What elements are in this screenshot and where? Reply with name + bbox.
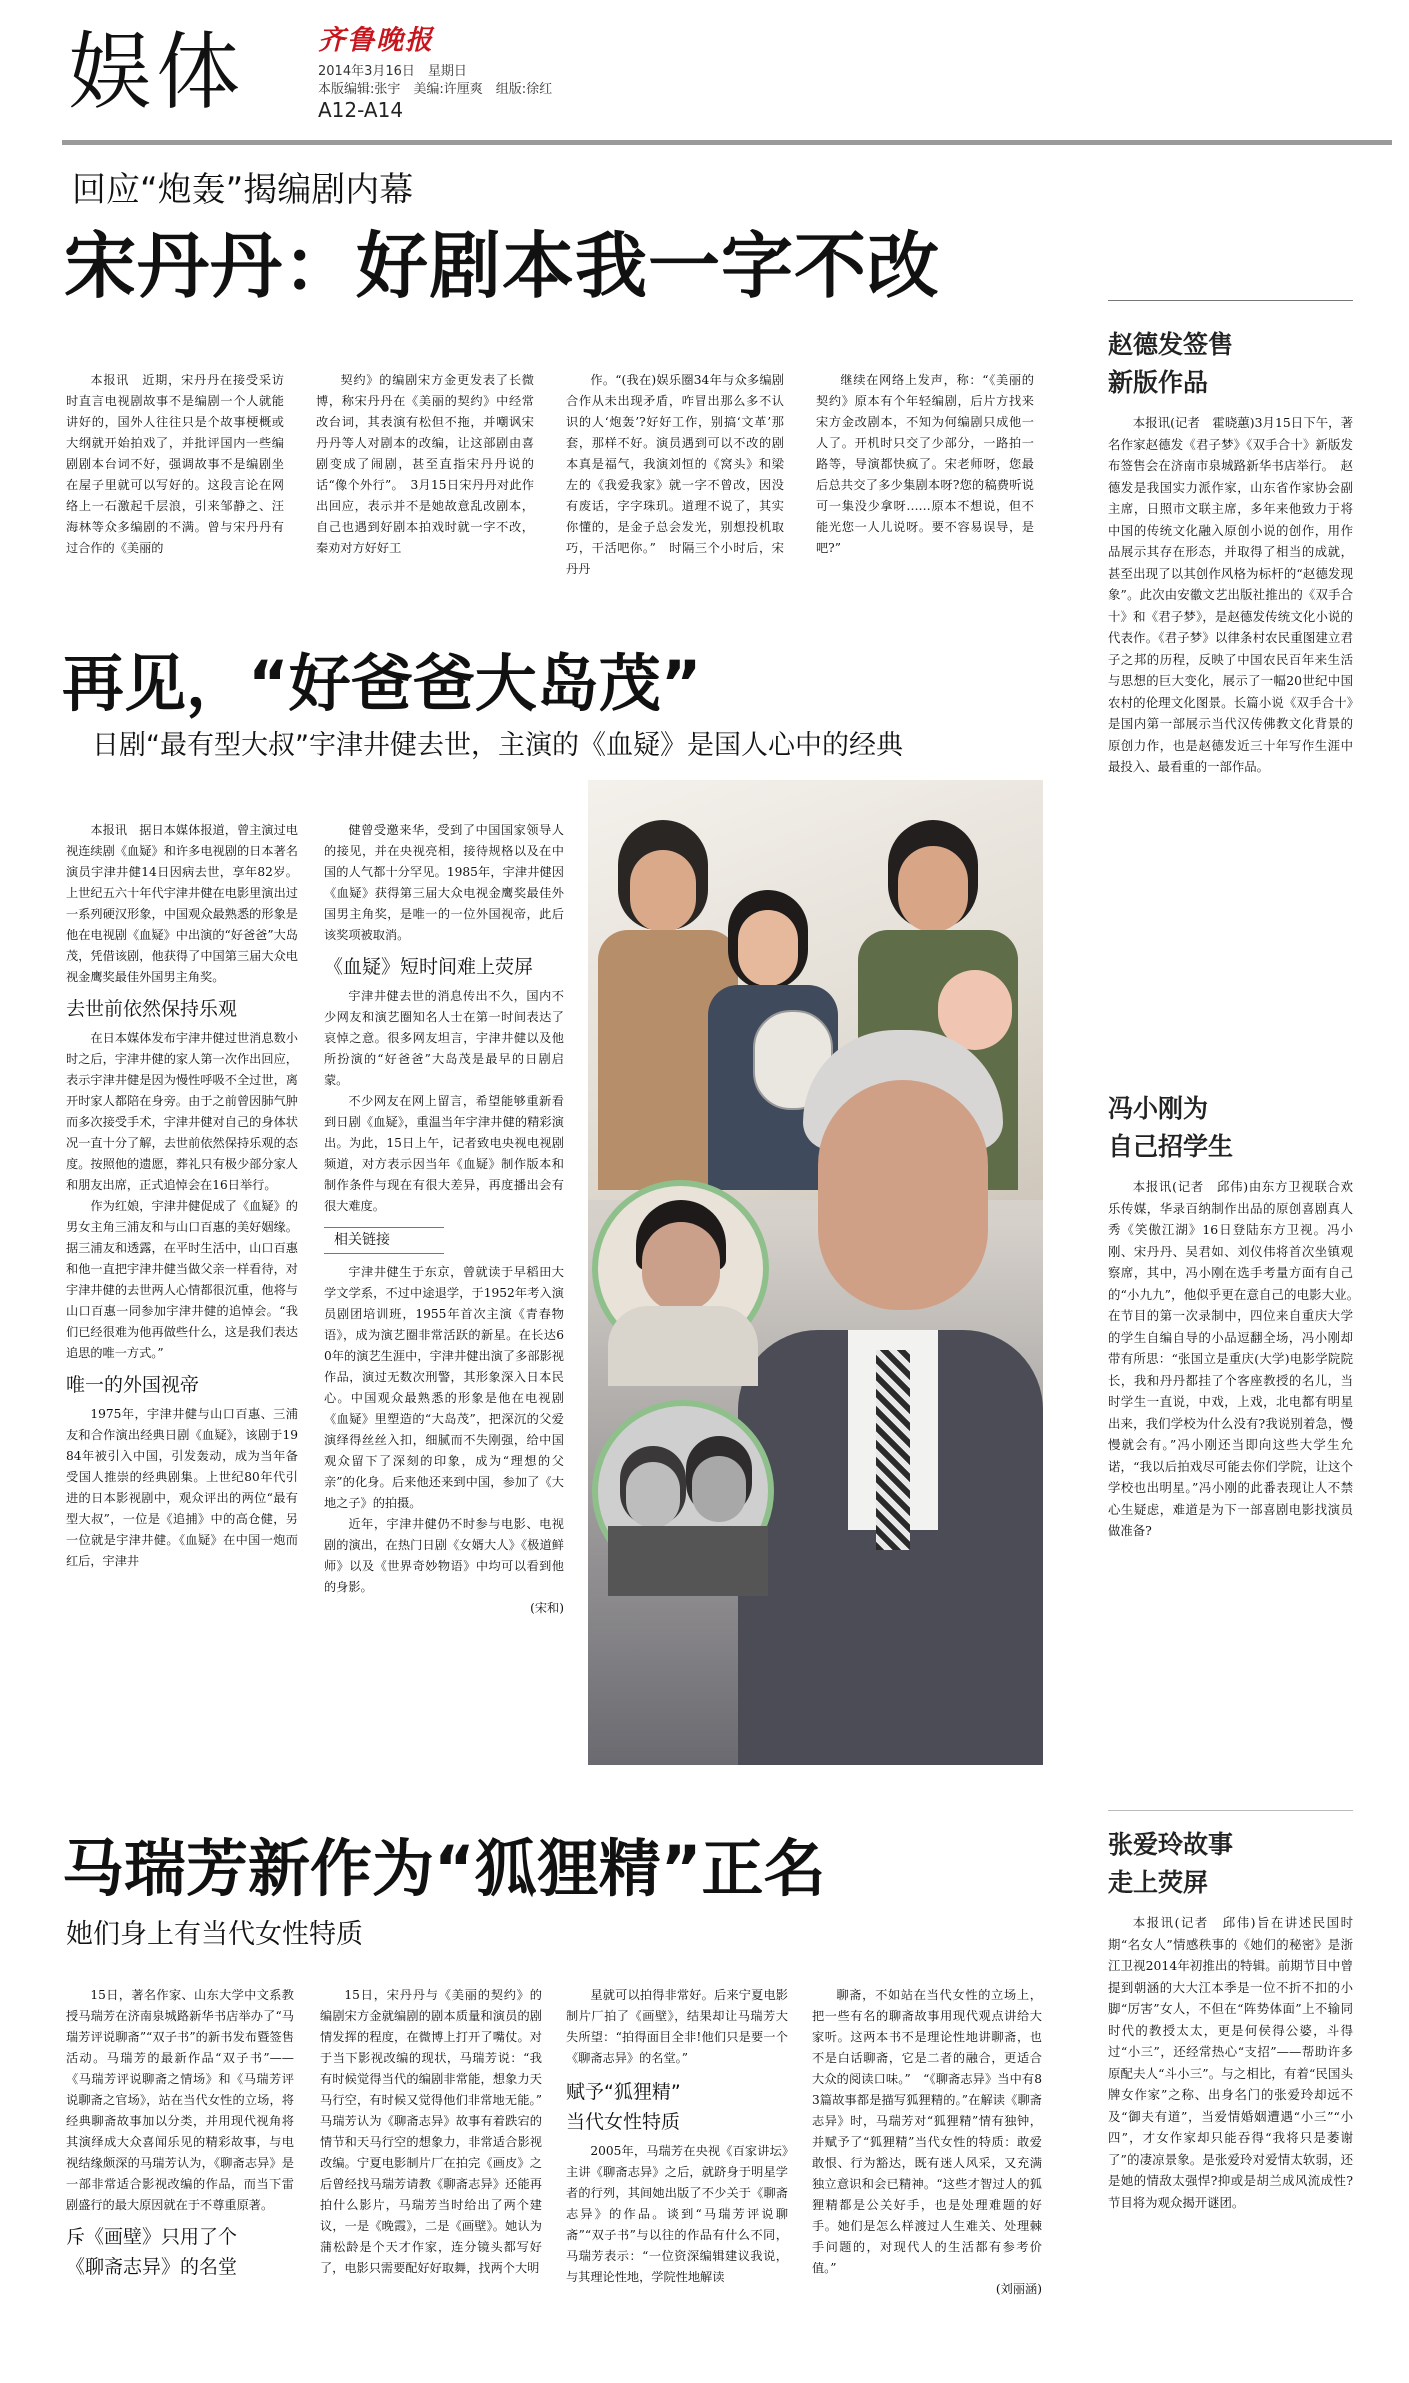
related-link-label: 相关链接 [324,1227,444,1254]
story2-byline: (宋和) [530,1601,564,1615]
story1-kicker: 回应“炮轰”揭编剧内幕 [72,170,414,210]
story2-subtitle: 日剧“最有型大叔”宇津井健去世，主演的《血疑》是国人心中的经典 [92,730,903,761]
utsui-ken-portrait [738,1030,1043,1765]
sidebar-title-2b: 自己招学生 [1108,1132,1234,1161]
story1-headline: 宋丹丹：好剧本我一字不改 [64,224,941,308]
story3-byline: (刘丽涵) [995,2282,1042,2296]
editor-credits: 本版编辑:张宇 美编:许厘爽 组版:徐红 [318,82,553,97]
sidebar-title-1a: 赵德发签售 [1108,330,1234,359]
sidebar-title-3a: 张爱玲故事 [1108,1830,1234,1859]
story3-col-4: 聊斋，不如站在当代女性的立场上，把一些有名的聊斋故事用现代观点讲给大家听。这两本书不是理论性地讲聊斋，也不是白话聊斋，它是二者的融合，更适合大众的阅读口味。” “《聊斋志异》当中有83篇故事都是描写狐狸精的。”在解读《聊斋志异》时，马瑞芳对“狐狸精”情有独钟，并赋予了“狐狸精”当代女性的特质：敢爱敢恨、行为豁达，既有迷人风采，又充满独立意识和会已精神。“这些才智过人的狐狸精都是公关好手，也是处理难题的好手。她们是怎么样渡过人生难关、处理棘手问题的，对现代人的生活都有参考价值。” (刘丽涵) [812,1985,1042,2375]
utsui-ken-photo-collage [588,780,1043,1765]
story3-headline: 马瑞芳新作为“狐狸精”正名 [62,1832,826,1905]
sidebar-body-2: 本报讯(记者 邱伟)由东方卫视联合欢乐传媒，华录百纳制作出品的原创喜剧真人秀《笑傲江湖》16日登陆东方卫视。冯小刚、宋丹丹、吴君如、刘仪伟将首次坐镇观察席，其中，冯小刚在选手考量方面有自己的“小九九”，他似乎更在意自己的电影大业。 在节目的第一次录制中，四位来自重庆大学的学生自编自导的小品逗翻全场，冯小刚却带有所思：“张国立是重庆(大学)电影学院院长，我和丹丹都挂了个客座教授的名儿，当时学生一直说，中戏，上戏，北电都有明星出来，我们学校为什么没有?我说别着急，慢慢就会有。”冯小刚还当即向这些大学生允诺，“我以后拍戏尽可能去你们学院，让这个学校也出明星。”冯小刚的此番表现让人不禁心生疑虑，难道是为下一部喜剧电影找演员做准备? [1108,1179,1366,1538]
story3-subhead-1a: 斥《画壁》只用了个 [66,2226,238,2248]
story3-subhead-2b: 当代女性特质 [566,2111,681,2133]
sidebar [1108,300,1366,2375]
section-title: 娱体 [68,23,245,121]
sidebar-item-zhao-defa [1108,310,1353,1040]
sidebar-title-1b: 新版作品 [1108,368,1209,397]
story3-col-1: 15日，著名作家、山东大学中文系教授马瑞芳在济南泉城路新华书店举办了“马瑞芳评说聊斋”“双子书”的新书发布暨签售活动。马瑞芳的最新作品“双子书”——《马瑞芳评说聊斋之情场》和《马瑞芳评说聊斋之官场》，站在当代女性的立场，将经典聊斋故事加以分类，并用现代视角将其演绎成大众喜闻乐见的精彩故事，与电视结缘颇深的马瑞芳认为，《聊斋志异》是一部非常适合影视改编的作品，而当下雷剧盛行的最大原因就在于不尊重原著。 斥《画壁》只用了个 《聊斋志异》的名堂 [66,1988,294,2278]
story2-col-2: 健曾受邀来华，受到了中国国家领导人的接见，并在央视亮相，接待规格以及在中国的人气都十分罕见。1985年，宇津井健因《血疑》获得第三届大众电视金鹰奖最佳外国男主角奖，是唯一的一位外国视帝，此后该奖项被取消。 《血疑》短时间难上荧屏 宇津井健去世的消息传出不久，国内不少网友和演艺圈知名人士在第一时间表达了哀悼之意。很多网友坦言，宇津井健以及他所扮演的“好爸爸”大岛茂是最早的日剧启蒙。 不少网友在网上留言，希望能够重新看到日剧《血疑》，重温当年宇津井健的精彩演出。为此，15日上午，记者致电央视电视剧频道，对方表示因当年《血疑》制作版本和制作条件与现在有很大差异，再度播出会有很大难度。 相关链接 宇津井健生于东京，曾就读于早稻田大学文学系，不过中途退学，于1952年考入演员剧团培训班，1955年首次主演《青春物语》，成为演艺圈非常活跃的新星。在长达60年的演艺生涯中，宇津井健出演了多部影视作品，演过无数次刑警，其形象深入日本民心。中国观众最熟悉的形象是他在电视剧《血疑》里塑造的“大岛茂”，把深沉的父爱演绎得丝丝入扣，细腻而不失刚强，给中国观众留下了深刻的印象，成为“理想的父亲”的化身。后来他还来到中国，参加了《大地之子》的拍摄。 近年，宇津井健仍不时参与电影、电视剧的演出，在热门日剧《女婿大人》《极道鲜师》以及《世界奇妙物语》中均可以看到他的身影。 (宋和) [324,820,564,1770]
story3-col-3: 星就可以拍得非常好。后来宁夏电影制片厂拍了《画壁》，结果却让马瑞芳大失所望：“拍得面目全非!他们只是要一个《聊斋志异》的名堂。” 赋予“狐狸精” 当代女性特质 2005年，马瑞芳在央视《百家讲坛》主讲《聊斋志异》之后，就跻身于明星学者的行列，其间她出版了不少关于《聊斋志异》的作品。谈到“马瑞芳评说聊斋”“双子书”与以往的作品有什么不同，马瑞芳表示：“一位资深编辑建议我说，与其理论性地，学院性地解读 [566,1988,788,2284]
sidebar-body-3: 本报讯(记者 邱伟)旨在讲述民国时期“名女人”情感秩事的《她们的秘密》是浙江卫视2014年初推出的特辑。前期节目中曾提到朝涵的大大江本季是一位不折不扣的小脚“厉害”女人，不但在“阵势体面”上不输同时代的教授太太，更是何侯得公婆，斗得过“小三”，还经常热心“支招”——帮助许多原配夫人“斗小三”。与之相比，有着“民国头牌女作家”之称、出身名门的张爱玲却远不及“御夫有道”，当爱情婚姻遭遇“小三”“小四”，才女作家却只能吞得“我将只是萎谢了”的凄凉景象。是张爱玲对爱情太软弱，还是她的情敌太强悍?抑或是胡兰成风流成性?节目将为观众揭开谜团。 [1108,1915,1353,2210]
story3-subtitle: 她们身上有当代女性特质 [66,1919,363,1950]
story1-col-2: 契约》的编剧宋方金更发表了长微博，称宋丹丹在《美丽的契约》中经常改台词，其表演有松但不拖，并嘲讽宋丹丹等人对剧本的改编，让这部剧由喜剧变成了闹剧，甚至直指宋丹丹说的话“像个外行”。 3月15日宋丹丹对此作出回应，表示并不是她故意乱改剧本，自己也遇到好剧本拍戏时就一字不改，秦劝对方好好工 [316,373,534,555]
issue-date: 2014年3月16日 星期日 [318,64,467,79]
story-ma-ruifang [0,1825,1060,2380]
sidebar-item-zhang-ailing [1108,1810,1353,2370]
story1-col-4: 继续在网络上发声，称：“《美丽的契约》原本有个年轻编剧，后片方找来宋方金改剧本，不知为何编剧只成他一人了。开机时只交了少部分，一路拍一路等，导演都快疯了。宋老师呀，您最后总共交了多少集剧本呀?您的稿费听说可一集没少拿呀……原本不想说，但不能光您一人儿说呀。要不容易误导，是吧?” [816,373,1034,555]
story2-subhead-3: 《血疑》短时间难上荧屏 [324,956,534,978]
paper-logo: 齐鲁晚报 [318,25,434,56]
story2-col-1: 本报讯 据日本媒体报道，曾主演过电视连续剧《血疑》和许多电视剧的日本著名演员宇津井健14日因病去世，享年82岁。上世纪五六十年代宇津井健在电影里演出过一系列硬汉形象，中国观众最熟悉的形象是他在电视剧《血疑》中出演的“好爸爸”大岛茂，凭借该剧，他获得了中国第三届大众电视金鹰奖最佳外国男主角奖。 去世前依然保持乐观 在日本媒体发布宇津井健过世消息数小时之后，宇津井健的家人第一次作出回应，表示宇津井健是因为慢性呼吸不全过世，离开时家人都陪在身旁。由于之前曾因肺气肿而多次接受手术，宇津井健对自己的身体状况一直十分了解，去世前依然保持乐观的态度。按照他的遗愿，葬礼只有极少部分家人和朋友出席，正式追悼会在16日举行。 作为红娘，宇津井健促成了《血疑》的男女主角三浦友和与山口百惠的美好姻缘。据三浦友和透露，在平时生活中，山口百惠和他一直把宇津井健当做父亲一样看待，对宇津井健的去世两人心情都很沉重，他将与山口百惠一同参加宇津井健的追悼会。“我们已经很难为他再做些什么，这是我们表达追思的唯一方式。” 唯一的外国视帝 1975年，宇津井健与山口百惠、三浦友和合作演出经典日剧《血疑》，该剧于1984年被引入中国，引发轰动，成为当年备受国人推崇的经典剧集。上世纪80年代引进的日本影视剧中，观众评出的两位“最有型大叔”，一位是《追捕》中的高仓健，另一位就是宇津井健。《血疑》在中国一炮而红后，宇津井 [66,823,298,1568]
story-utsui-ken [0,640,1060,1780]
sidebar-title-2a: 冯小刚为 [1108,1094,1209,1123]
sidebar-title-3b: 走上荧屏 [1108,1868,1209,1897]
story2-subhead-2: 唯一的外国视帝 [66,1374,200,1396]
masthead-rule [62,140,1392,145]
story2-subhead-1: 去世前依然保持乐观 [66,998,238,1020]
story3-subhead-2a: 赋予“狐狸精” [566,2081,681,2103]
story3-subhead-1b: 《聊斋志异》的名堂 [66,2256,238,2278]
young-utsui-ken-inset [592,1180,769,1357]
story1-col-3: 作。“(我在)娱乐圈34年与众多编剧合作从未出现矛盾，咋冒出那么多不认识的人‘炮轰’?好好工作，别搞‘文革’那套，那样不好。演员遇到可以不改的剧本真是福气，我演刘恒的《窝头》和梁左的《我爱我家》就一字不曾改，因没有废话，字字珠玑。道理不说了，其实你懂的，是金子总会发光，别想投机取巧，干活吧你。” 时隔三个小时后，宋丹丹 [566,373,784,576]
story2-headline: 再见，“好爸爸大岛茂” [62,647,702,720]
page-range: A12-A14 [318,98,404,122]
couple-photo-inset [592,1400,774,1582]
sidebar-item-feng-xiaogang [1108,1090,1366,1810]
story3-col-2: 15日，宋丹丹与《美丽的契约》的编剧宋方金就编剧的剧本质量和演员的剧情发挥的程度，在微博上打开了嘴仗。对于当下影视改编的现状，马瑞芳说：“我有时候觉得当代的编剧非常能，想象力天马行空，有时候又觉得他们非常地无能。” 马瑞芳认为《聊斋志异》故事有着跌宕的情节和天马行空的想象力，非常适合影视改编。宁夏电影制片厂在拍完《画皮》之后曾经找马瑞芳请教《聊斋志异》还能再拍什么影片，马瑞芳当时给出了两个建议，一是《晚霞》，二是《画壁》。她认为蒲松龄是个天才作家，连分镜头都写好了，电影只需要配好好取舞，找两个大明 [320,1988,555,2275]
sidebar-body-1: 本报讯(记者 霍晓蕙)3月15日下午，著名作家赵德发《君子梦》《双手合十》新版发布签售会在济南市泉城路新华书店举行。 赵德发是我国实力派作家，山东省作家协会副主席，日照市文联主席，多年来他致力于将中国的传统文化融入原创小说的创作，用作品展示其存在形态，并取得了相当的成就，甚至出现了以其创作风格为标杆的“赵德发现象”。此次由安徽文艺出版社推出的《双手合十》和《君子梦》，是赵德发传统文化小说的代表作。《君子梦》以律条村农民重图建立君子之邦的历程，反映了中国农民百年来生活与思想的巨大变化，展示了一幅20世纪中国农村的伦理文化图景。长篇小说《双手合十》是国内第一部展示当代汉传佛教文化背景的原创力作，也是赵德发近三十年写作生涯中最投入、最看重的一部作品。 [1108,415,1353,774]
story1-col-1: 本报讯 近期，宋丹丹在接受采访时直言电视剧故事不是编剧一个人就能讲好的，国外人往往只是个故事梗概或大纲就开始拍戏了，并批评国内一些编剧剧本台词不好，强调故事不是编剧坐在屋子里就可以写好的。这段言论在网络上一石激起千层浪，引来邹静之、汪海林等众多编剧的不满。曾与宋丹丹有过合作的《美丽的 [66,373,284,555]
masthead [0,0,1409,150]
